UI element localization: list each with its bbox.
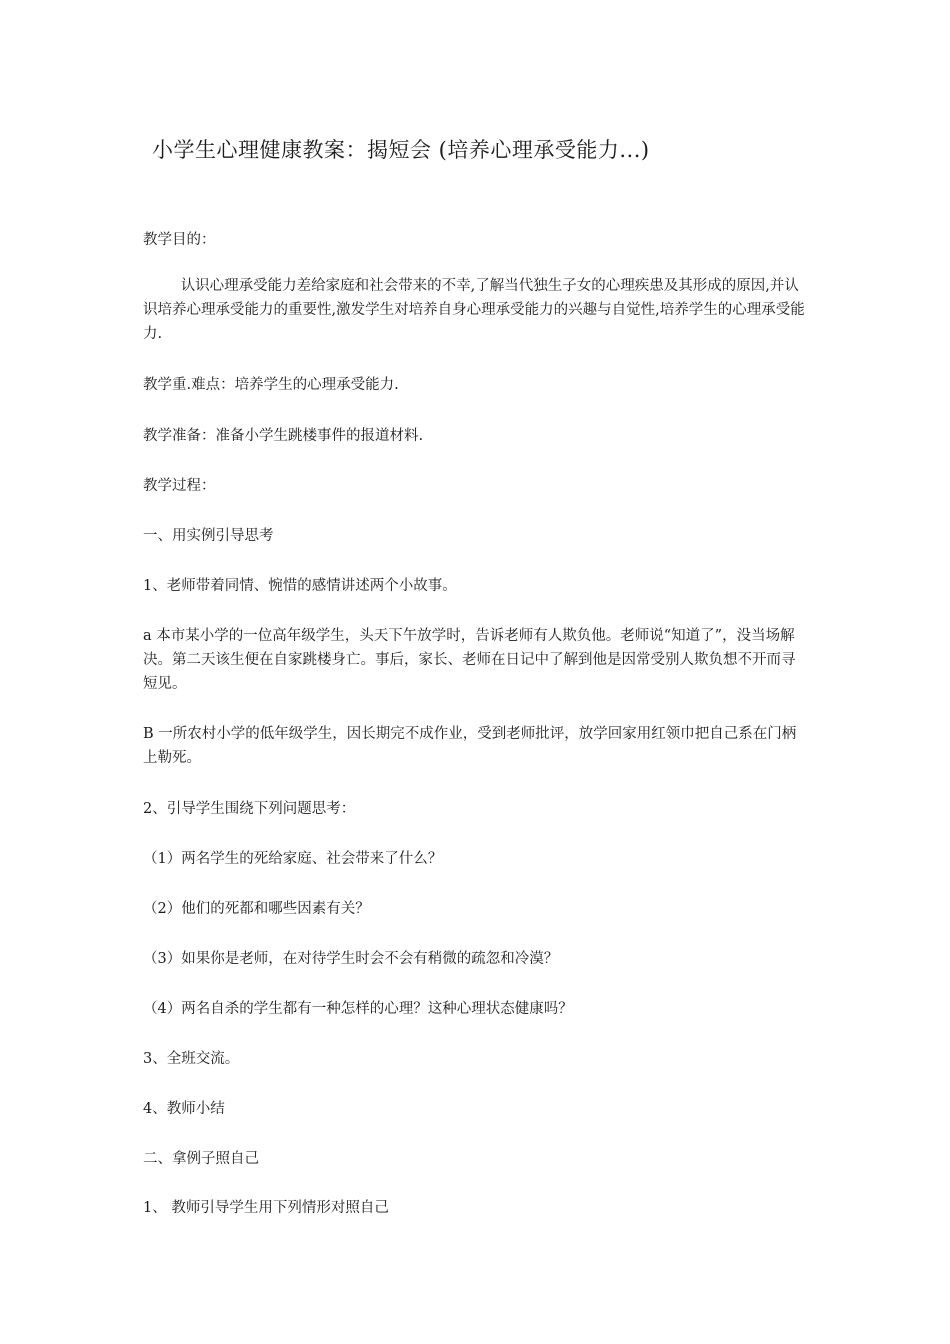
question-2: （2）他们的死都和哪些因素有关？ (143, 901, 370, 917)
section-two-step-1: 1、 教师引导学生用下列情形对照自己 (143, 1200, 389, 1216)
step-2-line: 2、引导学生围绕下列问题思考： (143, 801, 356, 817)
section-two-heading: 二、拿例子照自己 (143, 1151, 259, 1167)
question-4: （4）两名自杀的学生都有一种怎样的心理？这种心理状态健康吗？ (143, 1001, 573, 1017)
document-title: 小学生心理健康教案：揭短会 (培养心理承受能力...) (152, 138, 650, 162)
question-1: （1）两名学生的死给家庭、社会带来了什么？ (143, 851, 443, 867)
story-b-paragraph: B 一所农村小学的低年级学生，因长期完不成作业，受到老师批评，放学回家用红领巾把自己系在门柄上勒死。 (143, 726, 797, 766)
key-points-line: 教学重.难点：培养学生的心理承受能力. (143, 377, 399, 393)
section-one-heading: 一、用实例引导思考 (143, 528, 274, 544)
teaching-goal-body: 认识心理承受能力差给家庭和社会带来的不幸,了解当代独生子女的心理疾患及其形成的原因,并认识培养心理承受能力的重要性,激发学生对培养自身心理承受能力的兴趣与自觉性,培养学生的心理承受能力. (143, 278, 805, 342)
step-3-line: 3、全班交流。 (143, 1051, 240, 1067)
preparation-line: 教学准备：准备小学生跳楼事件的报道材料. (143, 428, 424, 444)
question-3: （3）如果你是老师，在对待学生时会不会有稍微的疏忽和冷漠？ (143, 951, 559, 967)
step-1-line: 1、老师带着同情、惋惜的感情讲述两个小故事。 (143, 578, 457, 594)
teaching-goal-heading: 教学目的： (143, 232, 216, 248)
story-a-paragraph: a 本市某小学的一位高年级学生，头天下午放学时，告诉老师有人欺负他。老师说“知道了”，没当场解决。第二天该生便在自家跳楼身亡。事后，家长、老师在日记中了解到他是因常受别人欺负想不开而寻短见。 (143, 628, 796, 692)
step-4-line: 4、教师小结 (143, 1101, 225, 1117)
process-heading: 教学过程： (143, 478, 216, 494)
